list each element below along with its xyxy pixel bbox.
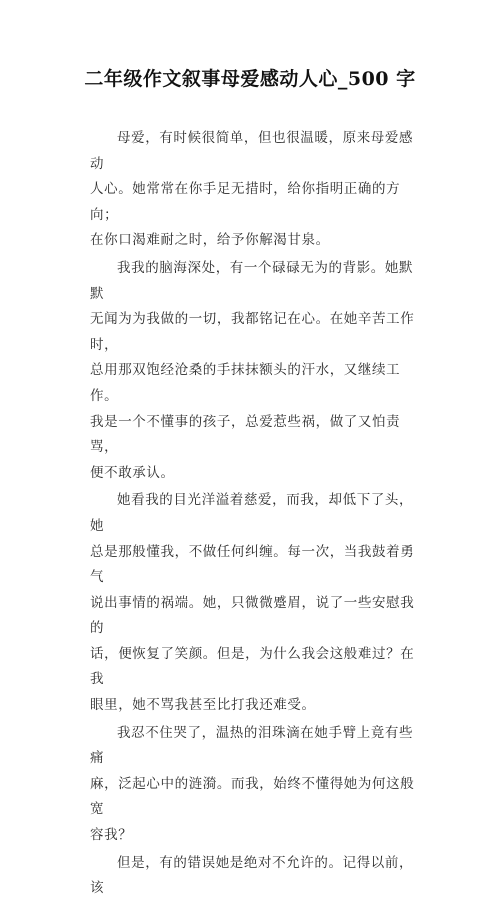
paragraph-4: 我忍不住哭了，温热的泪珠滴在她手臂上竟有些痛 麻，泛起心中的涟漪。而我，始终不懂得她为何这般宽 容我？ xyxy=(90,724,415,844)
paragraph-2: 我我的脑海深处，有一个碌碌无为的背影。她默默 无闻为为我做的一切，我都铭记在心。在她辛苦工作时， 总用那双饱经沧桑的手抹抹额头的汗水，又继续工作。 我是一个不懂事的孩子，总爱惹些祸，做了又怕责骂， 便不敢承认。 xyxy=(90,259,415,481)
paragraph-1: 母爱，有时候很简单，但也很温暖，原来母爱感动 人心。她常常在你手足无措时，给你指明正确的方向； 在你口渴难耐之时，给予你解渴甘泉。 xyxy=(90,130,414,249)
document-title: 二年级作文叙事母爱感动人心_500 字 xyxy=(84,68,416,90)
paragraph-3: 她看我的目光洋溢着慈爱，而我，却低下了头，她 总是那般懂我，不做任何纠缠。每一次，当我鼓着勇气 说出事情的祸端。她，只微微蹙眉，说了一些安慰我的 话，便恢复了笑颜。但是，为什么我会这般难过？在我 眼里，她不骂我甚至比打我还难受。 xyxy=(90,492,415,714)
document-body xyxy=(90,126,420,904)
paragraph-5: 但是，有的错误她是绝对不允许的。记得以前，该 xyxy=(90,854,414,897)
